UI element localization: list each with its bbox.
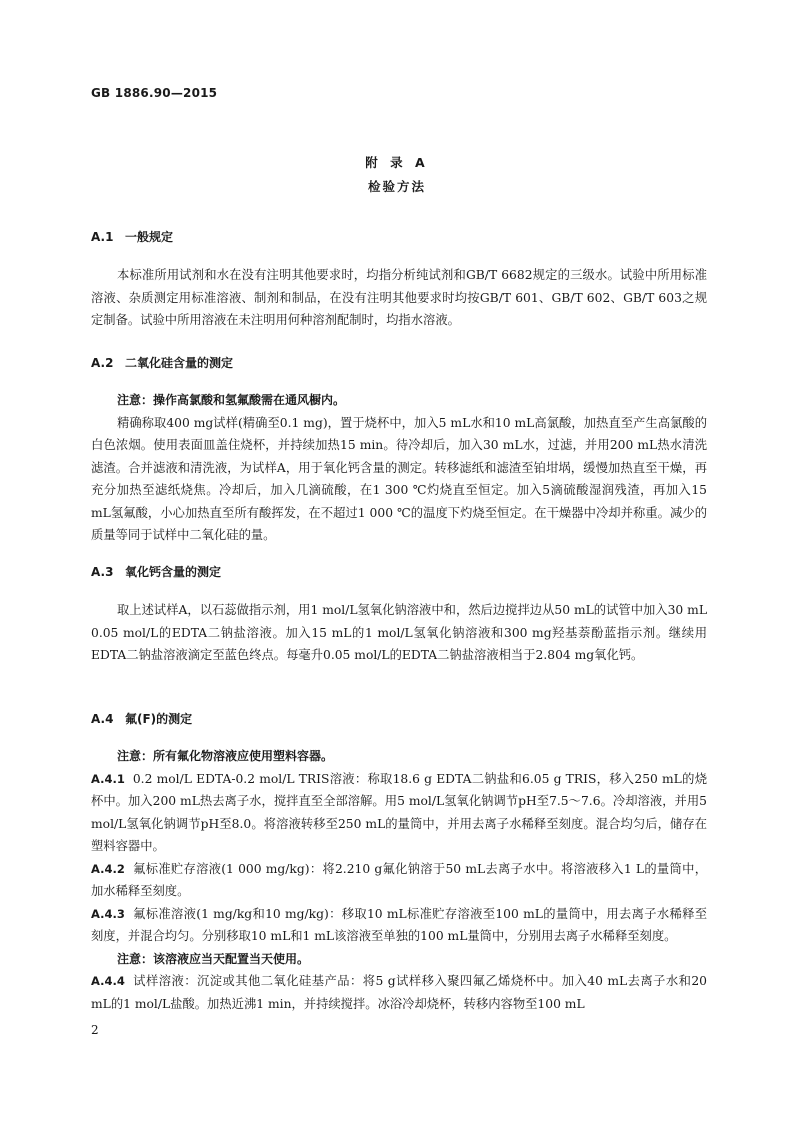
safety-note: 注意：操作高氯酸和氢氟酸需在通风橱内。 (117, 393, 346, 407)
subsection-a42 (91, 858, 707, 903)
subsection-number: A.4.3 (91, 906, 125, 921)
section-a4-heading (91, 710, 192, 727)
subsection-text: 氟标准溶液(1 mg/kg和10 mg/kg)：移取10 mL标准贮存溶液至100 mL的量筒中，用去离子水稀释至刻度，并混合均匀。分别移取10 mL和1 mL该溶液至单独的100 mL量筒中，分别用去离子水稀释至刻度。 (91, 906, 707, 943)
safety-note: 注意：所有氟化物溶液应使用塑料容器。 (117, 749, 334, 763)
subsection-number: A.4.1 (91, 771, 125, 786)
subsection-number: A.4.4 (91, 974, 125, 988)
section-a1-paragraph: 本标准所用试剂和水在没有注明其他要求时，均指分析纯试剂和GB/T 6682规定的三级水。试验中所用标准溶液、杂质测定用标准溶液、制剂和制品，在没有注明其他要求时均按GB/T 601、GB/T 602、GB/T 603之规定制备。试验中所用溶液在未注明用何种溶剂配制时，均指水溶液。 (91, 268, 707, 327)
section-number: A.1 (91, 230, 114, 244)
section-number: A.2 (91, 356, 114, 370)
section-a2-heading (91, 354, 233, 371)
subsection-a44 (91, 970, 707, 1015)
subsection-a43 (91, 903, 707, 948)
section-a2-body (91, 389, 707, 547)
section-a2-paragraph: 精确称取400 mg试样(精确至0.1 mg)，置于烧杯中，加入5 mL水和10 mL高氯酸，加热直至产生高氯酸的白色浓烟。使用表面皿盖住烧杯，并持续加热15 min。待冷却后，加入30 mL水，过滤，并用200 mL热水清洗滤渣。合并滤液和清洗液，为试样A，用于氧化钙含量的测定。转移滤纸和滤渣至铂坩埚，缓慢加热直至干燥，再充分加热至滤纸烧焦。冷却后，加入几滴硫酸，在1 300 ℃灼烧直至恒定。加入5滴硫酸湿润残渣，再加入15 mL氢氟酸，小心加热直至所有酸挥发，在不超过1 000 ℃的温度下灼烧至恒定。在干燥器中冷却并称重。减少的质量等同于试样中二氧化硅的量。 (91, 415, 707, 542)
subsection-text: 0.2 mol/L EDTA-0.2 mol/L TRIS溶液：称取18.6 g EDTA二钠盐和6.05 g TRIS，移入250 mL的烧杯中。加入200 mL热去离子水，搅拌直至全部溶解。用5 mol/L氢氧化钠调节pH至7.5～7.6。冷却溶液，并用5 mol/L氢氧化钠调节pH至8.0。将溶液转移至250 mL的量筒中，并用去离子水稀释至刻度。混合均匀后，储存在塑料容器中。 (91, 771, 707, 853)
section-title: 二氧化硅含量的测定 (125, 356, 234, 370)
standard-id: GB 1886.90—2015 (91, 86, 218, 100)
section-number: A.3 (91, 565, 114, 579)
section-title: 氧化钙含量的测定 (125, 565, 222, 579)
section-title: 一般规定 (125, 230, 174, 244)
subsection-number: A.4.2 (91, 861, 125, 876)
section-title: 氟(F)的测定 (125, 712, 193, 726)
subsection-a41 (91, 768, 707, 858)
section-a4-body (91, 745, 707, 1015)
section-a3-paragraph: 取上述试样A，以石蕊做指示剂，用1 mol/L氢氧化钠溶液中和，然后边搅拌边从50 mL的试管中加入30 mL 0.05 mol/L的EDTA二钠盐溶液。加入15 mL的1 mol/L氢氧化钠溶液和300 mg羟基萘酚蓝指示剂。继续用EDTA二钠盐溶液滴定至蓝色终点。每毫升0.05 mol/L的EDTA二钠盐溶液相当于2.804 mg氧化钙。 (91, 603, 707, 662)
subsection-text: 氟标准贮存溶液(1 000 mg/kg)：将2.210 g氟化钠溶于50 mL去离子水中。将溶液移入1 L的量筒中，加水稀释至刻度。 (91, 861, 707, 898)
subsection-text: 试样溶液：沉淀或其他二氧化硅基产品：将5 g试样移入聚四氟乙烯烧杯中。加入40 mL去离子水和20 mL的1 mol/L盐酸。加热近沸1 min，并持续搅拌。冰浴冷却烧杯，转移内容物至100 mL (91, 974, 707, 1011)
section-number: A.4 (91, 712, 114, 726)
page-number: 2 (91, 1023, 99, 1037)
appendix-title: 检验方法 (367, 179, 426, 194)
usage-note: 注意：该溶液应当天配置当天使用。 (117, 951, 310, 966)
section-a1-heading (91, 228, 173, 245)
appendix-label: 附 录 A (365, 155, 429, 170)
section-a3-heading (91, 563, 221, 580)
